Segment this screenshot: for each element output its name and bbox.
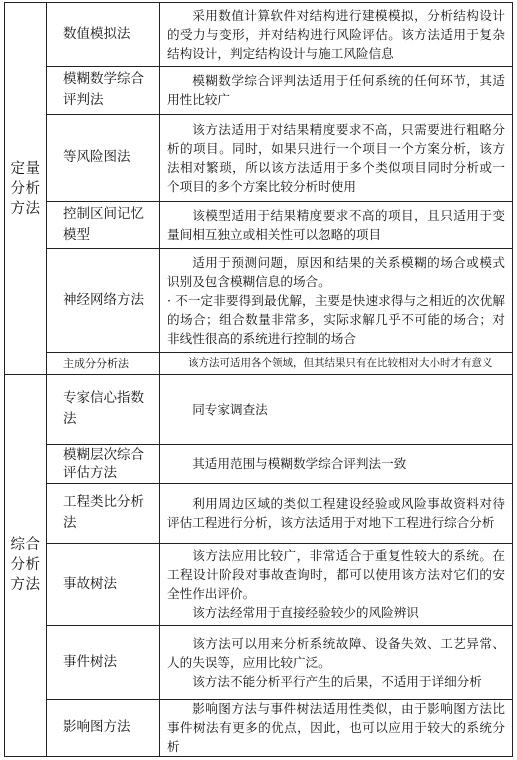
- method-name-cell: [47, 374, 159, 444]
- group-comprehensive: [5, 374, 47, 756]
- method-desc: 同专家调查法: [192, 401, 268, 417]
- group-label: 综合分析方法: [10, 537, 41, 593]
- method-desc-cell: [159, 374, 511, 444]
- method-desc-cell: [159, 352, 511, 374]
- method-name: 事故树法: [63, 575, 117, 592]
- method-name: 模糊层次综合评估方法: [63, 446, 144, 481]
- method-desc: · 不一定非要得到最优解，主要是快速求得与之相近的次优解的场合；组合数量非常多，实际求解几乎不可能的场合；对非线性很高的系统进行控制的场合: [167, 292, 505, 346]
- method-desc: 其适用范围与模糊数学综合评判法一致: [192, 456, 407, 471]
- method-desc-cell: [159, 201, 511, 248]
- method-desc: 该方法可以用来分析系统故障、设备失效、工艺异常、人的失误等，应用比较广泛。: [167, 635, 505, 670]
- method-name: 控制区间记忆模型: [63, 205, 144, 243]
- method-name: 等风险图法: [63, 149, 131, 165]
- method-name-cell: [47, 483, 159, 543]
- method-desc: 利用周边区域的类似工程建设经验或风险事故资料对待评估工程进行分析，该方法适用于对地下工程进行综合分析: [167, 496, 505, 530]
- method-name-cell: [47, 699, 159, 756]
- method-name: 主成分分析法: [63, 356, 129, 370]
- group-quantitative: [5, 3, 47, 374]
- method-name: 模糊数学综合评判法: [63, 71, 144, 108]
- method-desc-cell: [159, 66, 511, 114]
- method-name-cell: [47, 625, 159, 699]
- method-name: 工程类比分析法: [63, 494, 144, 531]
- method-table: [4, 2, 513, 757]
- method-name-cell: [47, 444, 159, 483]
- method-name-cell: [47, 66, 159, 114]
- method-name: 事件树法: [63, 653, 117, 670]
- method-desc-cell: [159, 114, 511, 201]
- method-desc-cell: [159, 3, 511, 66]
- method-desc: 该方法适用于对结果精度要求不高，只需要进行粗略分析的项目。同时，如果只进行一个项目一个方案分析，该方法相对繁琐，所以该方法适用于多个类似项目同时分析或一个项目的多个方案比较分析时使用: [167, 121, 505, 194]
- method-desc: 影响图方法与事件树法适用性类似，由于影响图方法比事件树法有更多的优点，因此，也可以应用于较大的系统分析: [167, 701, 505, 754]
- method-desc: 采用数值计算软件对结构进行建模模拟，分析结构设计的受力与变形，并对结构进行风险评估。该方法适用于复杂结构设计，判定结构设计与施工风险信息: [167, 8, 505, 61]
- method-name-cell: [47, 543, 159, 625]
- method-name-cell: [47, 201, 159, 248]
- method-desc-cell: [159, 699, 511, 756]
- method-name: 影响图方法: [63, 719, 131, 735]
- method-desc: 该模型适用于结果精度要求不高的项目，且只适用于变量间相互独立或相关性可以忽略的项目: [167, 207, 505, 242]
- method-name: 神经网络方法: [63, 291, 144, 308]
- method-desc: 该方法应用比较广，非常适合于重复性较大的系统。在工程设计阶段对事故查询时，都可以使用该方法对它们的安全性作出评价。: [167, 548, 505, 601]
- method-name: 专家信心指数法: [63, 390, 144, 427]
- method-desc-cell: [159, 625, 511, 699]
- method-desc-cell: [159, 543, 511, 625]
- method-name-cell: [47, 3, 159, 66]
- method-desc: 该方法不能分析平行产生的后果，不适用于详细分析: [192, 673, 482, 689]
- method-name: 数值模拟法: [63, 26, 131, 42]
- group-label: 定量分析方法: [10, 160, 41, 217]
- method-desc-cell: [159, 248, 511, 352]
- method-name-cell: [47, 114, 159, 201]
- method-name-cell: [47, 352, 159, 374]
- method-desc: 模糊数学综合评判法适用于任何系统的任何环节，其适用性比较广: [167, 73, 505, 107]
- method-name-cell: [47, 248, 159, 352]
- method-desc-cell: [159, 483, 511, 543]
- method-desc: 该方法可适用各个领域，但其结果只有在比较相对大小时才有意义: [188, 356, 493, 369]
- method-desc-cell: [159, 444, 511, 483]
- method-desc: 该方法经常用于直接经验较少的风险辨识: [192, 605, 419, 620]
- method-desc: 适用于预测问题，原因和结果的关系模糊的场合或模式识别及包含模糊信息的场合。: [167, 254, 505, 289]
